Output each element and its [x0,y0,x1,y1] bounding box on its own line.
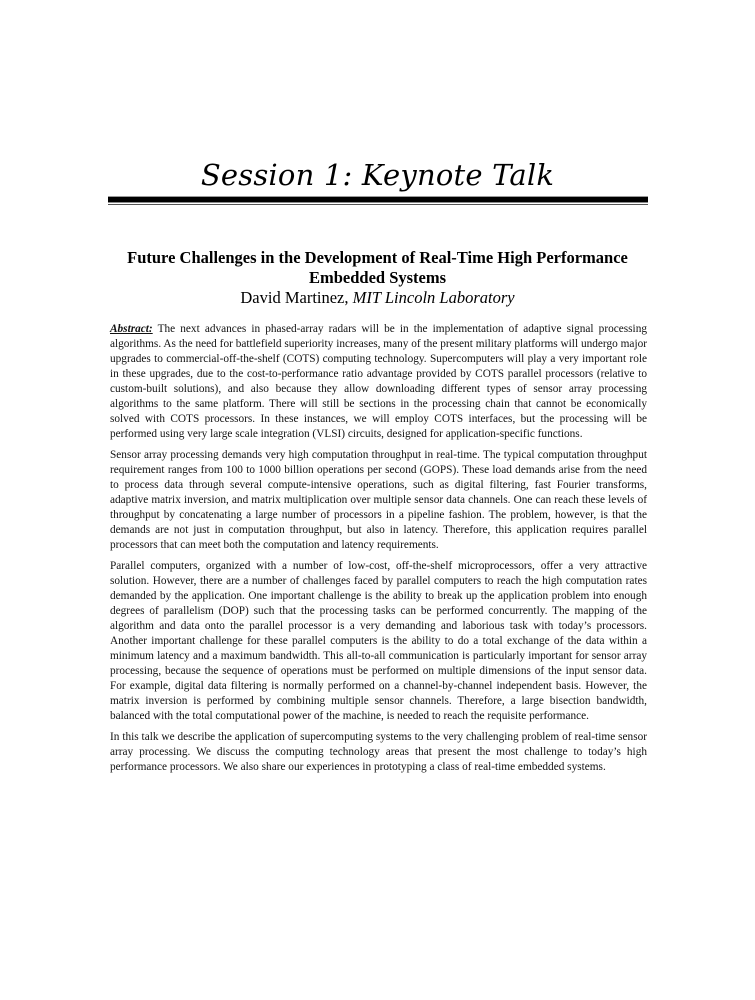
body-paragraph-2: Parallel computers, organized with a number of low-cost, off-the-shelf microprocessors, offer a very attractive solution. However, there are a number of challenges faced by parallel computers to reach the high computation rates demanded by the application. One important challenge is the ability to break up the application problem into enough degrees of parallelism (DOP) such that the processing tasks can be performed concurrently. The mapping of the algorithm and data onto the parallel processor is a very demanding and laborious task with today’s processors. Another important challenge for these parallel computers is the ability to do a total exchange of the data within a minimum latency and a maximum bandwidth. This all-to-all communication is particularly important for sensor array processing, because the sequence of operations must be performed on multiple dimensions of the input sensor data. For example, digital data filtering is normally performed on a channel-by-channel independent basis. However, the matrix inversion is performed by combining multiple sensor channels. Therefore, a large bisection bandwidth, balanced with the total computational power of the machine, is needed to reach the requisite performance. [110,560,647,722]
paper-body [110,322,647,781]
abstract-text: The next advances in phased-array radars will be in the implementation of adaptive signal processing algorithms. As the need for battlefield superiority increases, many of the present military platforms will undergo major upgrades to commercial-off-the-shelf (COTS) computing technology. Supercomputers will play a very important role in these upgrades, due to the cost-to-performance ratio advantage provided by COTS parallel processors (relative to custom-built solutions), and also because they allow downloading different types of sensor array processing algorithms to the same platform. There will still be sections in the processing chain that cannot be economically solved with COTS processors. In these instances, we will employ COTS interfaces, but the processing will be performed using very large scale integration (VLSI) circuits, designed for application-specific functions. [110,323,647,440]
author-affiliation: MIT Lincoln Laboratory [352,288,515,307]
session-title: Session 1: Keynote Talk [200,158,555,192]
abstract-label: Abstract: [110,323,153,335]
paper-title: Future Challenges in the Development of Real-Time High Performance Embedded Systems [127,248,628,287]
body-paragraph-3: In this talk we describe the application of supercomputing systems to the very challenging problem of real-time sensor array processing. We discuss the computing technology areas that present the most challenge to today’s high performance processors. We also share our experiences in prototyping a class of real-time embedded systems. [110,731,647,773]
section-divider-rule [108,196,648,205]
author-name: David Martinez, [240,288,349,307]
body-paragraph-1: Sensor array processing demands very high computation throughput in real-time. The typical computation throughput requirement ranges from 100 to 1000 billion operations per second (GOPS). These load demands arise from the need to process data through several compute-intensive operations, such as digital filtering, fast Fourier transforms, adaptive matrix inversion, and matrix multiplication over multiple sensor data channels. One can reach these levels of throughput by concatenating a large number of processors in a pipeline fashion. The problem, however, is that the demands are not just in computation throughput, but also in latency. Therefore, this application requires parallel processors that can meet both the computation and latency requirements. [110,449,647,551]
abstract-paragraph [110,322,647,442]
author-line [100,288,655,308]
